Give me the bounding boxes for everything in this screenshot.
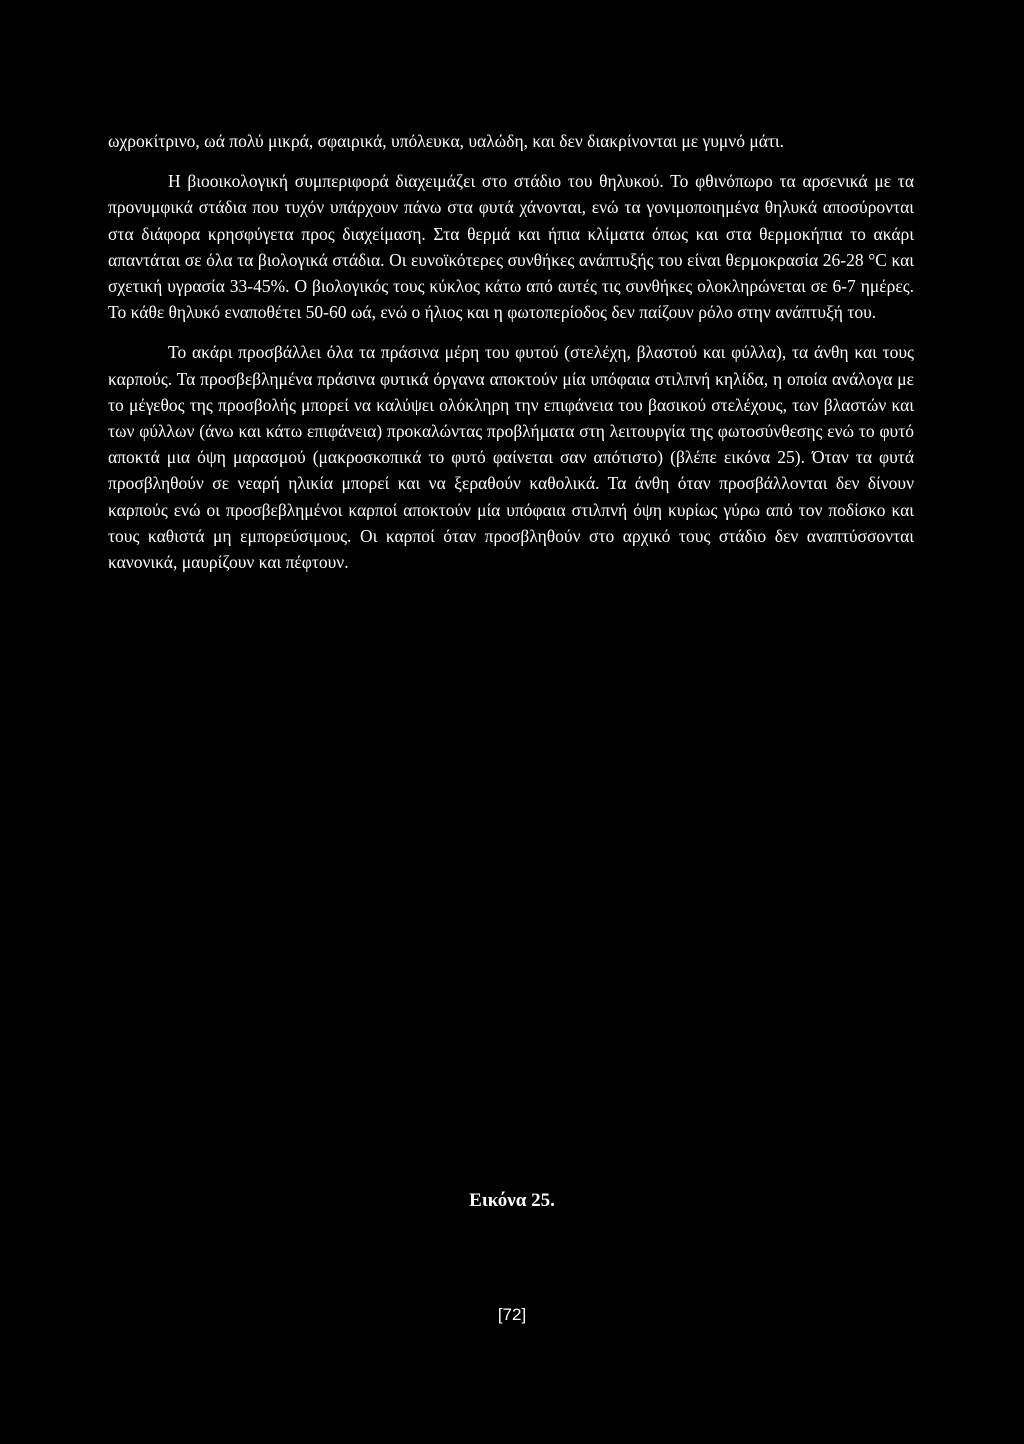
paragraph-continuation: ωχροκίτρινο, ωά πολύ μικρά, σφαιρικά, υπόλευκα, υαλώδη, και δεν διακρίνονται με γυμνό μάτι. [108,131,784,151]
paragraph-bioecology: Η βιοοικολογική συμπεριφορά διαχειμάζει στο στάδιο του θηλυκού. Το φθινόπωρο τα αρσενικά με τα προνυμφικά στάδια που τυχόν υπάρχουν πάνω στα φυτά χάνονται, ενώ τα γονιμοποιημένα θηλυκά αποσύρονται στα διάφορα κρησφύγετα προς διαχείμαση. Στα θερμά και ήπια κλίματα όπως και στα θερμοκήπια το ακάρι απαντάται σε όλα τα βιολογικά στάδια. Οι ευνοϊκότερες συνθήκες ανάπτυξής του είναι θερμοκρασία 26-28 °C και σχετική υγρασία 33-45%. Ο βιολογικός τους κύκλος κάτω από αυτές τις συνθήκες ολοκληρώνεται σε 6-7 ημέρες. Το κάθε θηλυκό εναποθέτει 50-60 ωά, ενώ ο ήλιος και η φωτοπερίοδος δεν παίζουν ρόλο στην ανάπτυξή του. [108,171,914,323]
page-number: [72] [497,1305,527,1324]
figure-caption: Εικόνα 25. [469,1190,555,1211]
document-body [108,128,914,575]
paragraph-damage: Το ακάρι προσβάλλει όλα τα πράσινα μέρη του φυτού (στελέχη, βλαστού και φύλλα), τα άνθη και τους καρπούς. Τα προσβεβλημένα πράσινα φυτικά όργανα αποκτούν μία υπόφαια στιλπνή κηλίδα, η οποία ανάλογα με το μέγεθος της προσβολής μπορεί να καλύψει ολόκληρη την επιφάνεια του βασικού στελέχους, των βλαστών και των φύλλων (άνω και κάτω επιφάνεια) προκαλώντας προβλήματα στη λειτουργία της φωτοσύνθεσης ενώ το φυτό αποκτά μια όψη μαρασμού (μακροσκοπικά το φυτό φαίνεται σαν απότιστο) (βλέπε εικόνα 25). Όταν τα φυτά προσβληθούν σε νεαρή ηλικία μπορεί και να ξεραθούν καθολικά. Τα άνθη όταν προσβάλλονται δεν δίνουν καρπούς ενώ οι προσβεβλημένοι καρποί αποκτούν μία υπόφαια στιλπνή όψη κυρίως γύρω από τον ποδίσκο και τους καθιστά μη εμπορεύσιμους. Οι καρποί όταν προσβληθούν στο αρχικό τους στάδιο δεν αναπτύσσονται κανονικά, μαυρίζουν και πέφτουν. [108,342,914,573]
